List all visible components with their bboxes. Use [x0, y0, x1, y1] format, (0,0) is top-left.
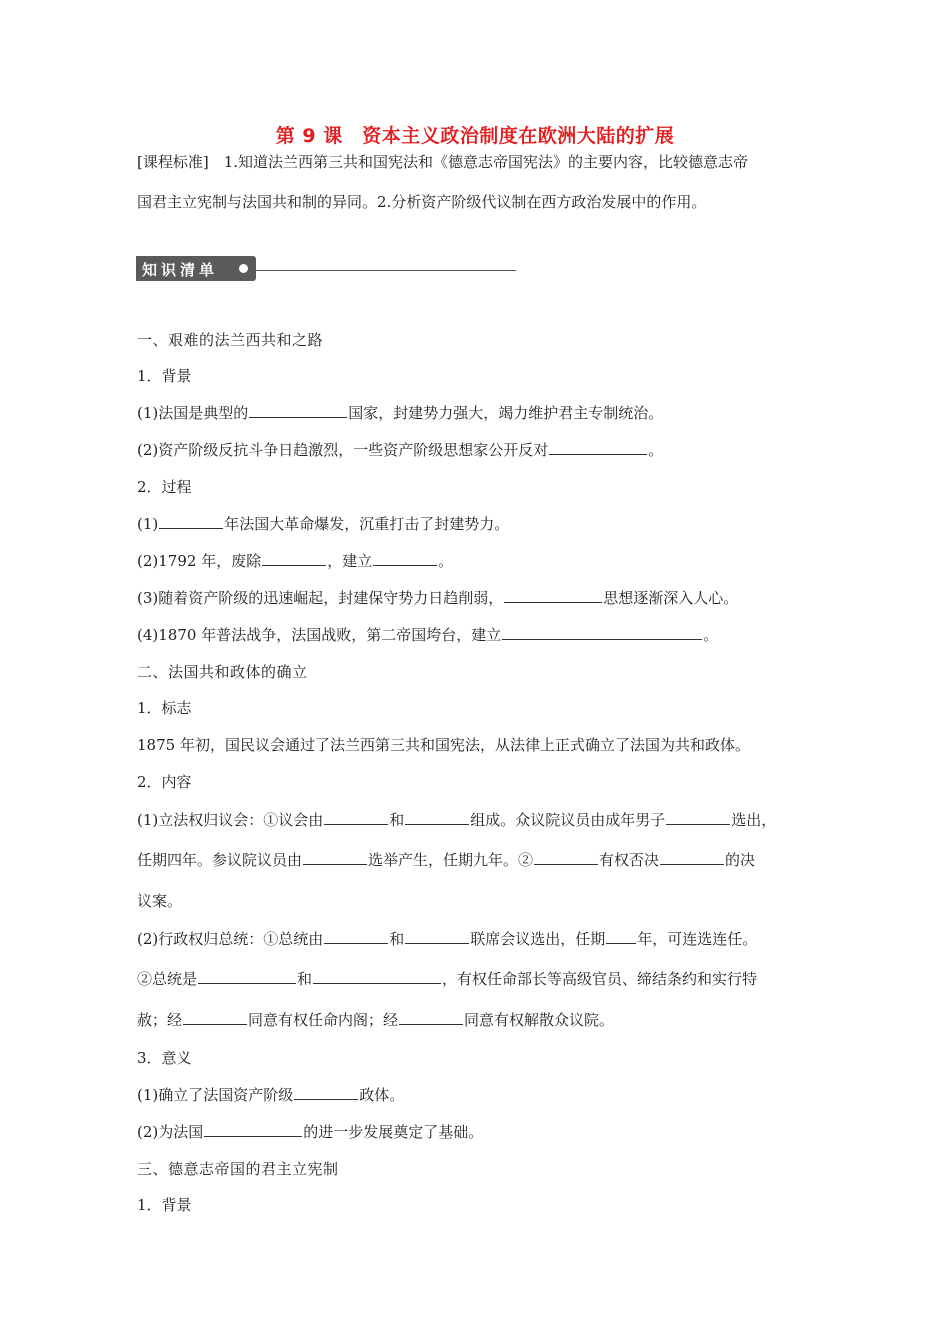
fill-blank[interactable]	[262, 551, 326, 566]
s2-significance-item-2: (2)为法国 的进一步发展奠定了基础。	[137, 1123, 484, 1141]
lesson-title: 第 9 课 资本主义政治制度在欧洲大陆的扩展	[275, 125, 675, 147]
s1-process-item-4: (4)1870 年普法战争，法国战败，第二帝国垮台，建立 。	[137, 626, 719, 644]
fill-blank[interactable]	[373, 551, 437, 566]
s2-content-item-2-line-3: 赦；经 同意有权任命内阁；经 同意有权解散众议院。	[137, 1011, 615, 1029]
fill-blank[interactable]	[324, 810, 388, 825]
s3-background-label: 1．背景	[137, 1196, 192, 1214]
badge-label: 知识清单	[142, 261, 219, 279]
s1-process-item-2: (2)1792 年，废除 ，建立 。	[137, 552, 454, 570]
s2-mark-text: 1875 年初，国民议会通过了法兰西第三共和国宪法，从法律上正式确立了法国为共和政体。	[137, 736, 750, 754]
fill-blank[interactable]	[405, 929, 469, 944]
fill-blank[interactable]	[399, 1010, 463, 1025]
s1-process-label: 2．过程	[137, 478, 192, 496]
curriculum-standard-line-2: 国君主立宪制与法国共和制的异同。2.分析资产阶级代议制在西方政治发展中的作用。	[137, 193, 707, 211]
fill-blank[interactable]	[405, 810, 469, 825]
s1-process-item-1: (1) 年法国大革命爆发，沉重打击了封建势力。	[137, 515, 510, 533]
fill-blank[interactable]	[324, 929, 388, 944]
curriculum-standard-line-1: [课程标准] 1.知道法兰西第三共和国宪法和《德意志帝国宪法》的主要内容，比较德意志帝	[137, 153, 749, 171]
s2-content-item-1-line-1: (1)立法权归议会：①议会由 和 组成。众议院议员由成年男子 选出，	[137, 811, 777, 829]
s2-content-item-2-line-1: (2)行政权归总统：①总统由 和 联席会议选出，任期 年，可连选连任。	[137, 930, 758, 948]
section-2-heading: 二、法国共和政体的确立	[137, 663, 308, 681]
fill-blank[interactable]	[502, 625, 702, 640]
s1-background-item-1: (1)法国是典型的 国家，封建势力强大，竭力维护君主专制统治。	[137, 404, 664, 422]
badge-divider	[256, 270, 516, 271]
bullet-dot-icon	[239, 264, 248, 273]
fill-blank[interactable]	[313, 969, 441, 984]
fill-blank[interactable]	[666, 810, 730, 825]
fill-blank[interactable]	[534, 850, 598, 865]
fill-blank[interactable]	[204, 1122, 302, 1137]
s1-background-label: 1．背景	[137, 367, 192, 385]
fill-blank[interactable]	[504, 588, 602, 603]
s2-significance-label: 3．意义	[137, 1049, 192, 1067]
s2-significance-item-1: (1)确立了法国资产阶级 政体。	[137, 1086, 405, 1104]
fill-blank[interactable]	[606, 929, 636, 944]
section-1-heading: 一、艰难的法兰西共和之路	[137, 331, 324, 349]
fill-blank[interactable]	[198, 969, 296, 984]
fill-blank[interactable]	[294, 1085, 358, 1100]
fill-blank[interactable]	[660, 850, 724, 865]
s2-content-item-2-line-2: ②总统是 和 ，有权任命部长等高级官员、缔结条约和实行特	[137, 970, 758, 988]
s2-content-label: 2．内容	[137, 773, 192, 791]
section-3-heading: 三、德意志帝国的君主立宪制	[137, 1160, 339, 1178]
fill-blank[interactable]	[303, 850, 367, 865]
s2-content-item-1-line-3: 议案。	[137, 892, 183, 910]
fill-blank[interactable]	[159, 514, 223, 529]
fill-blank[interactable]	[249, 403, 347, 418]
s2-content-item-1-line-2: 任期四年。参议院议员由 选举产生，任期九年。② 有权否决 的决	[137, 851, 756, 869]
fill-blank[interactable]	[549, 440, 647, 455]
s1-process-item-3: (3)随着资产阶级的迅速崛起，封建保守势力日趋削弱， 思想逐渐深入人心。	[137, 589, 739, 607]
fill-blank[interactable]	[183, 1010, 247, 1025]
s1-background-item-2: (2)资产阶级反抗斗争日趋激烈，一些资产阶级思想家公开反对 。	[137, 441, 664, 459]
knowledge-list-badge	[136, 256, 256, 281]
s2-mark-label: 1．标志	[137, 699, 192, 717]
